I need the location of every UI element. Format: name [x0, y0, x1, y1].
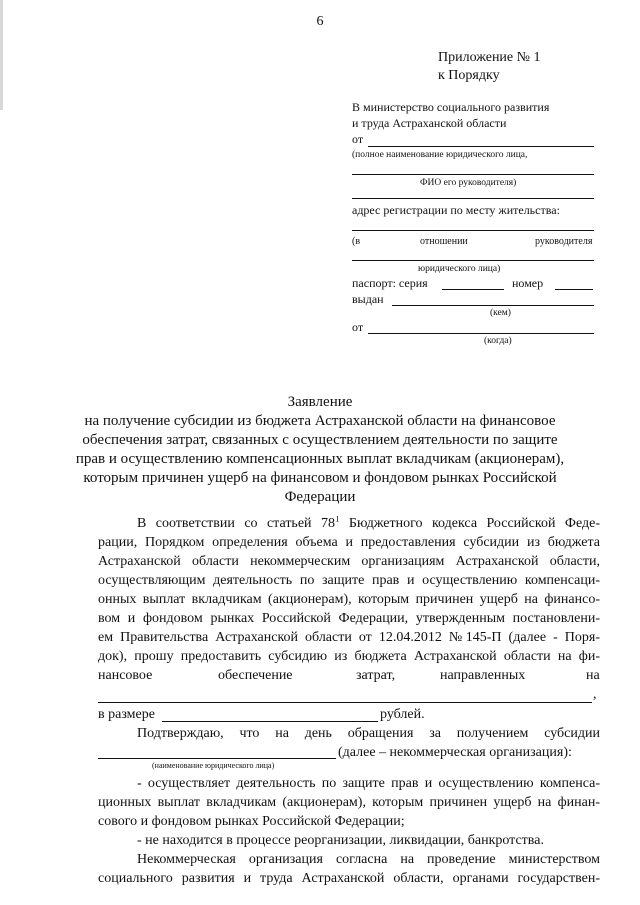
from2-label: от [352, 320, 364, 334]
p1-sup: 1 [334, 516, 340, 524]
p1-line-4: онных выплат вкладчикам (акционерам), которым причинен ущерб на финансо- [98, 592, 600, 607]
p1-last-word-4: направленных [440, 668, 526, 683]
note-org-name: (полное наименование юридического лица, [352, 150, 528, 160]
passport-number-line [555, 289, 593, 290]
p1-line-5: вом и фондовом рынках Российской Федерации, утвержденным постановлени- [98, 611, 600, 626]
head-fill-line [352, 198, 594, 199]
recipient-line2: и труда Астраханской области [352, 116, 507, 130]
passport-number-label: номер [512, 276, 544, 290]
statement-title: Заявление [287, 394, 353, 410]
address-fill-line [352, 230, 594, 231]
bullet1-line-2: ционных выплат вкладчикам (акционерам), которым причинен ущерб на финан- [98, 795, 600, 810]
in-relation-3: руководителя [535, 236, 593, 247]
from-fill-line [368, 146, 594, 147]
amount-fill-line [162, 721, 378, 722]
p3-line-1: Некоммерческая организация согласна на проведение министерством [137, 852, 600, 867]
purpose-fill-line [98, 702, 592, 703]
statement-line-2: обеспечения затрат, связанных с осуществлением деятельности по защите [82, 432, 558, 448]
p2-first-line: Подтверждаю, что на день обращения за получением субсидии [137, 726, 600, 741]
from-label: от [352, 132, 364, 146]
p1-first-line [137, 516, 600, 532]
amount-label: в размере [98, 707, 155, 722]
passport-series-line [442, 289, 504, 290]
issued-label: выдан [352, 292, 384, 306]
appendix-title: Приложение № 1 [438, 50, 541, 65]
note-org-name-short: (наименование юридического лица) [152, 761, 275, 770]
bullet1-line-1: - осуществляет деятельность по защите прав и осуществлению компенса- [137, 776, 600, 791]
issued-fill-line [392, 305, 594, 306]
in-relation-1: (в [352, 236, 361, 247]
when-fill-line [368, 333, 594, 334]
p1-line-2: Астраханской области некоммерческим организациям Астраханской области, [98, 554, 600, 569]
p1-last-word-5: на [586, 668, 600, 683]
org-fill-line [352, 174, 594, 175]
legal-fill-line [352, 260, 594, 261]
bullet2: - не находится в процессе реорганизации, ликвидации, банкротства. [137, 833, 544, 848]
note-head-name: ФИО его руководителя) [420, 178, 517, 188]
p1-first-b: Бюджетного кодекса Российской Феде- [339, 516, 600, 531]
purpose-comma: , [593, 687, 597, 702]
appendix-subtitle: к Порядку [438, 68, 500, 83]
recipient-line1: В министерство социального развития [352, 100, 550, 114]
statement-line-3: прав и осуществлению компенсационных выплат вкладчикам (акционерам), [75, 451, 565, 467]
p1-line-1: рации, Порядком определения объема и предоставления субсидии из бюджета [98, 535, 600, 550]
p2-org-suffix: (далее – некоммерческая организация): [338, 745, 572, 760]
bullet1-line-3: сового и фондовом рынках Российской Федерации; [98, 814, 405, 829]
statement-line-1: на получение субсидии из бюджета Астраханской области на финансовое [84, 413, 556, 429]
p1-line-7: док), прошу предоставить субсидию из бюджета Астраханской области на фи- [98, 649, 600, 664]
p1-line-3: осуществляющим деятельность по защите прав и осуществлению компенсаци- [98, 573, 600, 588]
p1-line-6: ем Правительства Астраханской области от 12.04.2012 №145-П (далее - Поря- [98, 630, 600, 645]
amount-suffix: рублей. [380, 707, 425, 722]
passport-series-label: паспорт: серия [352, 276, 428, 290]
statement-line-4: которым причинен ущерб на финансовом и фондовом рынках Российской [83, 470, 557, 486]
in-relation-2: отношении [420, 236, 468, 247]
p1-last-word-3: затрат, [356, 668, 396, 683]
note-when: (когда) [484, 336, 512, 346]
p1-first-a: В соответствии со статьей 78 [137, 516, 335, 531]
statement-line-5: Федерации [284, 489, 356, 505]
note-who: (кем) [490, 308, 511, 318]
p1-last-word-1: нансовое [98, 668, 153, 683]
page-number: 6 [316, 14, 324, 29]
address-label: адрес регистрации по месту жительства: [352, 203, 560, 217]
p3-line-2: социального развития и труда Астраханской области, органами государствен- [98, 871, 600, 886]
p1-last-word-2: обеспечение [218, 668, 293, 683]
note-legal-entity: юридического лица) [418, 264, 501, 274]
org-name-fill-line [98, 758, 336, 759]
